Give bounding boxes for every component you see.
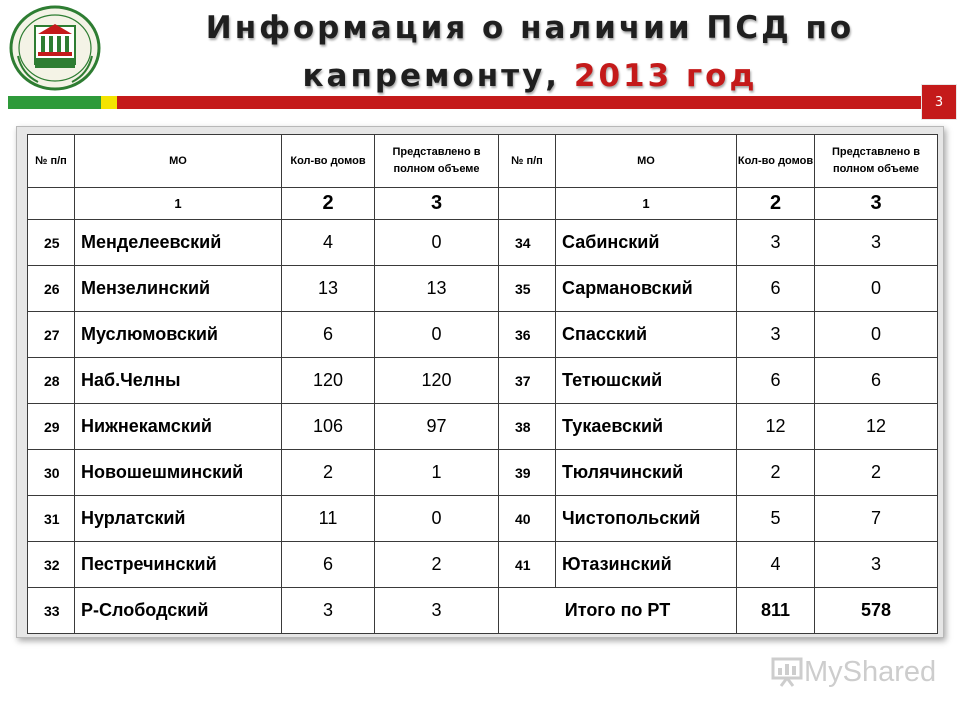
header-cell: № п/п: [28, 135, 75, 188]
provided-count: 0: [375, 312, 499, 358]
houses-count: 106: [282, 404, 375, 450]
provided-count: 13: [375, 266, 499, 312]
row-number: 37: [499, 358, 556, 404]
row-number: 30: [28, 450, 75, 496]
municipality-name: Спасский: [556, 312, 737, 358]
table-row: [28, 312, 938, 358]
provided-count: 3: [815, 220, 938, 266]
houses-count: 120: [282, 358, 375, 404]
municipality-name: Наб.Челны: [75, 358, 282, 404]
municipality-name: Р-Слободский: [75, 588, 282, 634]
total-label: Итого по РТ: [499, 588, 737, 634]
municipality-name: Тукаевский: [556, 404, 737, 450]
municipality-name: Тетюшский: [556, 358, 737, 404]
color-stripe: [8, 96, 928, 109]
houses-count: 2: [282, 450, 375, 496]
row-number: 38: [499, 404, 556, 450]
row-number: 27: [28, 312, 75, 358]
row-number: 29: [28, 404, 75, 450]
municipality-name: Ютазинский: [556, 542, 737, 588]
row-number: 32: [28, 542, 75, 588]
houses-count: 11: [282, 496, 375, 542]
title-year: 2013 год: [573, 58, 758, 94]
column-number-cell: 1: [75, 188, 282, 220]
provided-count: 2: [375, 542, 499, 588]
municipality-name: Нижнекамский: [75, 404, 282, 450]
row-number: 40: [499, 496, 556, 542]
municipality-name: Новошешминский: [75, 450, 282, 496]
header-cell: Кол-во домов: [282, 135, 375, 188]
table-row: [28, 220, 938, 266]
table-row: [28, 358, 938, 404]
houses-count: 4: [737, 542, 815, 588]
provided-count: 6: [815, 358, 938, 404]
psd-table-panel: [16, 126, 944, 638]
table-row-total: [28, 588, 938, 634]
table-row: [28, 542, 938, 588]
houses-count: 2: [737, 450, 815, 496]
provided-count: 0: [375, 496, 499, 542]
page-number-badge: 3: [921, 84, 957, 120]
stripe-yellow: [101, 96, 117, 109]
header-cell: Представлено в полном объеме: [815, 135, 938, 188]
row-number: 34: [499, 220, 556, 266]
provided-count: 1: [375, 450, 499, 496]
houses-count: 12: [737, 404, 815, 450]
column-number-cell: 3: [375, 188, 499, 220]
stripe-green: [8, 96, 101, 109]
houses-count: 3: [282, 588, 375, 634]
total-houses-count: 811: [737, 588, 815, 634]
houses-count: 6: [282, 542, 375, 588]
title-main-text: капремонту,: [302, 58, 574, 94]
row-number: 28: [28, 358, 75, 404]
column-number-cell: 3: [815, 188, 938, 220]
row-number: 41: [499, 542, 556, 588]
houses-count: 13: [282, 266, 375, 312]
header-cell: Кол-во домов: [737, 135, 815, 188]
title-line-1: Информация о наличии ПСД по: [205, 10, 855, 46]
municipality-name: Сармановский: [556, 266, 737, 312]
houses-count: 4: [282, 220, 375, 266]
row-number: 26: [28, 266, 75, 312]
title-line-2: [130, 52, 930, 100]
watermark-text: MyShared: [804, 655, 937, 688]
row-number: 39: [499, 450, 556, 496]
row-number: 35: [499, 266, 556, 312]
table-row: [28, 404, 938, 450]
column-number-cell: 2: [282, 188, 375, 220]
provided-count: 3: [815, 542, 938, 588]
provided-count: 120: [375, 358, 499, 404]
stripe-red: [117, 96, 928, 109]
provided-count: 0: [815, 312, 938, 358]
column-number-cell: 1: [556, 188, 737, 220]
municipality-name: Мензелинский: [75, 266, 282, 312]
houses-count: 3: [737, 312, 815, 358]
column-number-cell: [28, 188, 75, 220]
municipality-name: Нурлатский: [75, 496, 282, 542]
myshared-watermark: [770, 652, 937, 692]
municipality-name: Муслюмовский: [75, 312, 282, 358]
presentation-board-icon: [770, 653, 804, 692]
header-cell: МО: [556, 135, 737, 188]
header-cell: № п/п: [499, 135, 556, 188]
page-title: [130, 4, 930, 100]
table-row: [28, 496, 938, 542]
municipality-name: Пестречинский: [75, 542, 282, 588]
row-number: 33: [28, 588, 75, 634]
municipality-name: Сабинский: [556, 220, 737, 266]
column-number-cell: [499, 188, 556, 220]
provided-count: 3: [375, 588, 499, 634]
provided-count: 2: [815, 450, 938, 496]
row-number: 36: [499, 312, 556, 358]
houses-count: 6: [282, 312, 375, 358]
organization-logo: [8, 4, 102, 92]
provided-count: 12: [815, 404, 938, 450]
provided-count: 0: [375, 220, 499, 266]
houses-count: 6: [737, 266, 815, 312]
header-cell: Представлено в полном объеме: [375, 135, 499, 188]
municipality-name: Чистопольский: [556, 496, 737, 542]
column-number-cell: 2: [737, 188, 815, 220]
houses-count: 3: [737, 220, 815, 266]
row-number: 25: [28, 220, 75, 266]
column-number-row: [28, 188, 938, 220]
row-number: 31: [28, 496, 75, 542]
houses-count: 5: [737, 496, 815, 542]
municipality-name: Тюлячинский: [556, 450, 737, 496]
houses-count: 6: [737, 358, 815, 404]
municipality-name: Менделеевский: [75, 220, 282, 266]
table-row: [28, 266, 938, 312]
header-cell: МО: [75, 135, 282, 188]
provided-count: 0: [815, 266, 938, 312]
psd-table: [27, 134, 938, 634]
total-provided-count: 578: [815, 588, 938, 634]
provided-count: 7: [815, 496, 938, 542]
table-header-row: [28, 135, 938, 188]
table-row: [28, 450, 938, 496]
provided-count: 97: [375, 404, 499, 450]
